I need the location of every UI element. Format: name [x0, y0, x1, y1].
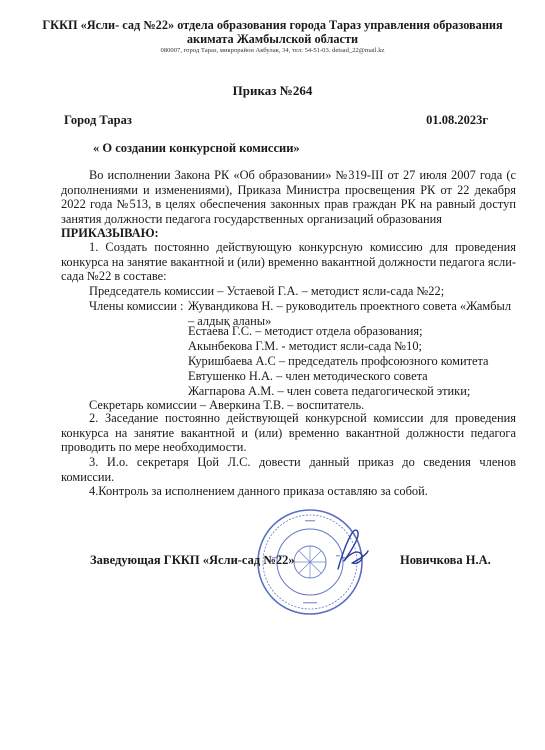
- item-2-paragraph: 2. Заседание постоянно действующей конкурсной комиссии для проведения конкурса на занятие вакантной и (или) временно вакантной должности педагога проводить по мере необходимости.: [61, 411, 516, 455]
- member-line: – алдық аланы»: [188, 314, 272, 328]
- intro-paragraph: Во исполнении Закона РК «Об образовании» №319-III от 27 июля 2007 года (с дополнениями и изменениями), Приказа Министра просвещения РК от 22 декабря 2022 года №513, в целях обеспечения законных прав граждан РК на равный доступ занятия должности педагога государственных организаций образования: [61, 168, 516, 226]
- handwritten-signature-icon: [330, 525, 370, 575]
- member-line: Жагпарова А.М. – член совета педагогической этики;: [188, 384, 471, 398]
- member-line: Куришбаева А.С – председатель профсоюзного комитета: [188, 354, 489, 368]
- item-1-paragraph: 1. Создать постоянно действующую конкурсную комиссию для проведения конкурса на занятие вакантной и (или) временно вакантной должности педагога ясли-сада №22 в составе:: [61, 240, 516, 284]
- order-city: Город Тараз: [64, 113, 132, 127]
- signatory-role: Заведующая ГККП «Ясли-сад №22»: [90, 553, 295, 567]
- header-org-line2: акимата Жамбылской области: [186, 32, 359, 46]
- member-line: Евтушенко Н.А. – член методического совета: [188, 369, 428, 383]
- signatory-name: Новичкова Н.А.: [400, 553, 491, 567]
- member-line: Жувандикова Н. – руководитель проектного совета «Жамбыл: [188, 299, 512, 313]
- order-subject: « О создании конкурсной комиссии»: [93, 141, 300, 155]
- order-keyword: ПРИКАЗЫВАЮ:: [61, 226, 159, 240]
- chair-line: Председатель комиссии – Устаевой Г.А. – методист ясли-сада №22;: [89, 284, 445, 298]
- header-org-line1: ГККП «Ясли- сад №22» отдела образования города Тараз управления образования: [42, 18, 503, 32]
- order-title: Приказ №264: [232, 83, 313, 98]
- member-line: Естаева Г.С. – методист отдела образования;: [188, 324, 423, 338]
- item-3-paragraph: 3. И.о. секретаря Цой Л.С. довести данный приказ до сведения членов комиссии.: [61, 455, 516, 484]
- member-line: Акынбекова Г.М. - методист ясли-сада №10;: [188, 339, 422, 353]
- secretary-line: Секретарь комиссии – Аверкина Т.В. – воспитатель.: [89, 398, 365, 412]
- item-4-paragraph: 4.Контроль за исполнением данного приказа оставляю за собой.: [89, 484, 428, 498]
- header-address: 080007, город Тараз, микрорайон Акбулак, 34, тел: 54-51-03. detsad_22@mail.kz: [160, 47, 385, 54]
- members-label: Члены комиссии :: [89, 299, 184, 313]
- order-date: 01.08.2023г: [426, 113, 488, 127]
